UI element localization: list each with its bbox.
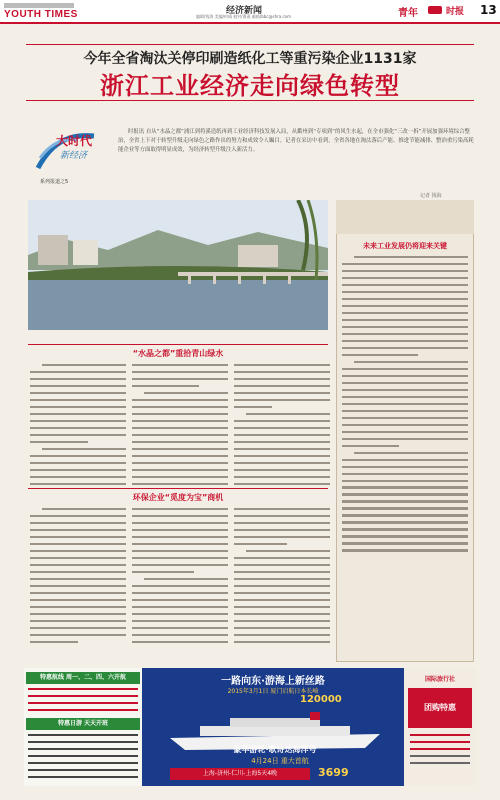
ad-ship-title: 豪华游轮·歌诗达海洋号 (233, 745, 317, 754)
series-logo-title: 大时代 (56, 134, 93, 148)
headline-bottom-rule (26, 100, 474, 101)
section-title-2: 环保企业“觅度为宝”商机 (132, 493, 224, 502)
subheadline: 今年全省淘汰关停印刷造纸化工等重污染企业1131家 (83, 51, 417, 67)
section-title-1: “水晶之都”重拾青山绿水 (132, 349, 224, 358)
article-column-6 (234, 508, 330, 648)
ad-left-list-2 (28, 734, 138, 783)
ad-right-title: 国际旅行社 (424, 676, 455, 683)
article-column-1 (30, 364, 126, 490)
masthead-date (4, 3, 74, 8)
river-town-photo (28, 200, 328, 330)
main-headline: 浙江工业经济走向绿色转型 (100, 72, 400, 100)
ad-center-title: 一路向东·游海上新丝路 (221, 676, 325, 687)
brand-name-tail: 时报 (446, 7, 465, 17)
article-column-5 (132, 508, 228, 648)
brand-name: 青年 (398, 8, 418, 19)
ad-left-list-1 (28, 688, 138, 716)
ad-ship-route: 上海-济州-仁川-上海5天4晚 (170, 768, 310, 780)
brand-logo-icon (428, 6, 442, 14)
sidebar-title: 未来工业发展仍将迎来关键 (363, 242, 447, 250)
editor-credits: 编辑/钱海 美编/何靖 校对/曹燕 邮箱/bbc@shra.com (196, 14, 292, 19)
headline-top-rule (26, 44, 474, 45)
section-name-english: YOUTH TIMES (4, 9, 78, 20)
sidebar-photo-placeholder (336, 200, 474, 234)
ad-left-header: 特惠航线 周一、二、四、六开航 (26, 672, 140, 684)
article-column-3 (234, 364, 330, 490)
ad-right-list (410, 734, 470, 769)
ad-ship-date: 4月24日 重大首航 (251, 757, 309, 765)
ad-center-price: 120000 (300, 694, 342, 705)
article-summary: 时报讯 自从“水晶之都”浦江到将溪造纸再到工业经济科技发展入局，从衢州到“专项到”的风生水起，在全市强化“三改一拆”开展加强环境综合整治，全省上下对于转型升级走向绿色之路作出的努力和成效令人瞩目。记者在采访中看到，全省各地在淘汰落后产能、推进节能减排、整治重污染高耗能企业等方面取得明显成效，为经济转型升级注入新活力。 (118, 129, 474, 153)
byline: 记者 钱海 (420, 193, 442, 199)
ad-left-header-2: 特惠日游 天天开班 (26, 718, 140, 730)
ad-ship-price: 3699 (318, 766, 349, 779)
series-note: 系列报道之5 (40, 179, 69, 185)
article-column-4 (30, 508, 126, 648)
article-column-2 (132, 364, 228, 490)
ad-right-sub: 团购特惠 (408, 688, 472, 728)
section-rule-1 (28, 344, 328, 345)
section-rule-2 (28, 488, 328, 489)
series-logo-subtitle: 新经济 (60, 151, 88, 161)
sidebar-text (342, 256, 468, 556)
section-name: 经济新闻 (226, 6, 263, 16)
page-number: 13 (480, 3, 497, 17)
ad-center-subtitle: 2015年3月1日 厦门启航日本长崎 (227, 688, 319, 695)
